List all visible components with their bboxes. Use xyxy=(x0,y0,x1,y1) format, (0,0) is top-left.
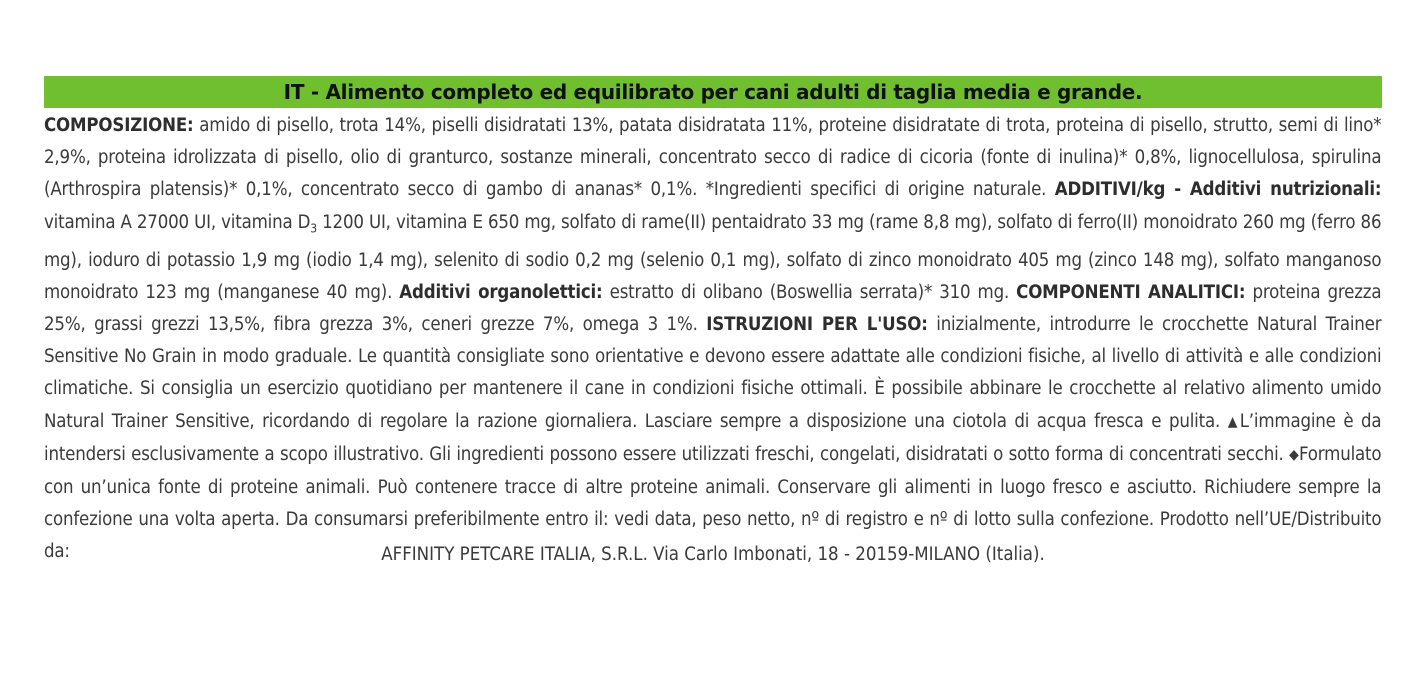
triangle-icon: ▲ xyxy=(1227,413,1240,430)
componenti-heading: COMPONENTI ANALITICI: xyxy=(1016,281,1246,303)
organolettici-heading: Additivi organolettici: xyxy=(399,281,603,303)
language-banner: IT - Alimento completo ed equilibrato per cani adulti di taglia media e grande. xyxy=(44,76,1382,108)
diamond-icon: ◆ xyxy=(1289,446,1299,463)
additivi-text-a: vitamina A 27000 UI, vitamina D xyxy=(44,211,311,233)
istruzioni-text-b: L’immagine è da intendersi esclusivamente a scopo illustrativo. Gli ingredienti possono essere utilizzati freschi, congelati, disidratati o sotto forma di concentrati secchi. xyxy=(44,410,1382,465)
componenti-text: proteina grezza 25%, grassi grezzi 13,5%, fibra grezza 3%, ceneri grezze 7%, omega 3 1%. xyxy=(44,281,1382,335)
istruzioni-heading: ISTRUZIONI PER L'USO: xyxy=(706,313,928,335)
additivi-heading: ADDITIVI/kg - Additivi nutrizionali: xyxy=(1054,179,1382,201)
composizione-heading: COMPOSIZIONE: xyxy=(44,115,194,136)
label-text-block xyxy=(44,76,1382,571)
additivi-subscript: 3 xyxy=(310,221,317,236)
istruzioni-text-c: Formulato con un’unica fonte di proteine animali. Può contenere tracce di altre proteine animali. Conservare gli alimenti in luogo fresco e asciutto. Richiudere sempre la confezione una volta aperta. Da consumarsi preferibilmente entro il: vedi data, peso netto, nº di registro e nº di lotto sulla confezione. Prodotto nell’UE/Distribuito da: xyxy=(44,443,1382,563)
organolettici-text: estratto di olibano (Boswellia serrata)* 310 mg. xyxy=(602,281,1017,303)
composizione-text: amido di pisello, trota 14%, piselli disidratati 13%, patata disidratata 11%, proteine disidratate di trota, proteina di pisello, strutto, semi di lino* 2,9%, proteina idrolizzata di pisello, olio di granturco, sostanze minerali, concentrato secco di radice di cicoria (fonte di inulina)* 0,8%, lignocellulosa, spirulina (Arthrospira platensis)* 0,1%, concentrato secco di gambo di ananas* 0,1%. *Ingredienti specifici di origine naturale. xyxy=(44,115,1382,201)
istruzioni-text-a: inizialmente, introdurre le crocchette Natural Trainer Sensitive No Grain in modo graduale. Le quantità consigliate sono orientative e devono essere adattate alle condizioni fisiche, al livello di attività e alle condizioni climatiche. Si consiglia un esercizio quotidiano per mantenere il cane in condizioni fisiche ottimali. È possibile abbinare le crocchette al relativo alimento umido Natural Trainer Sensitive, ricordando di regolare la razione giornaliera. Lasciare sempre a disposizione una ciotola di acqua fresca e pulita. xyxy=(44,313,1382,432)
distributor-address: AFFINITY PETCARE ITALIA, S.R.L. Via Carlo Imbonati, 18 - 20159-MILANO (Italia). xyxy=(381,543,1045,565)
label-body xyxy=(44,110,1381,569)
additivi-text-b: 1200 UI, vitamina E 650 mg, solfato di rame(II) pentaidrato 33 mg (rame 8,8 mg), solfato di ferro(II) monoidrato 260 mg (ferro 86 mg), ioduro di potassio 1,9 mg (iodio 1,4 mg), selenito di sodio 0,2 mg (selenio 0,1 mg), solfato di zinco monoidrato 405 mg (zinco 148 mg), solfato manganoso monoidrato 123 mg (manganese 40 mg). xyxy=(44,211,1382,303)
